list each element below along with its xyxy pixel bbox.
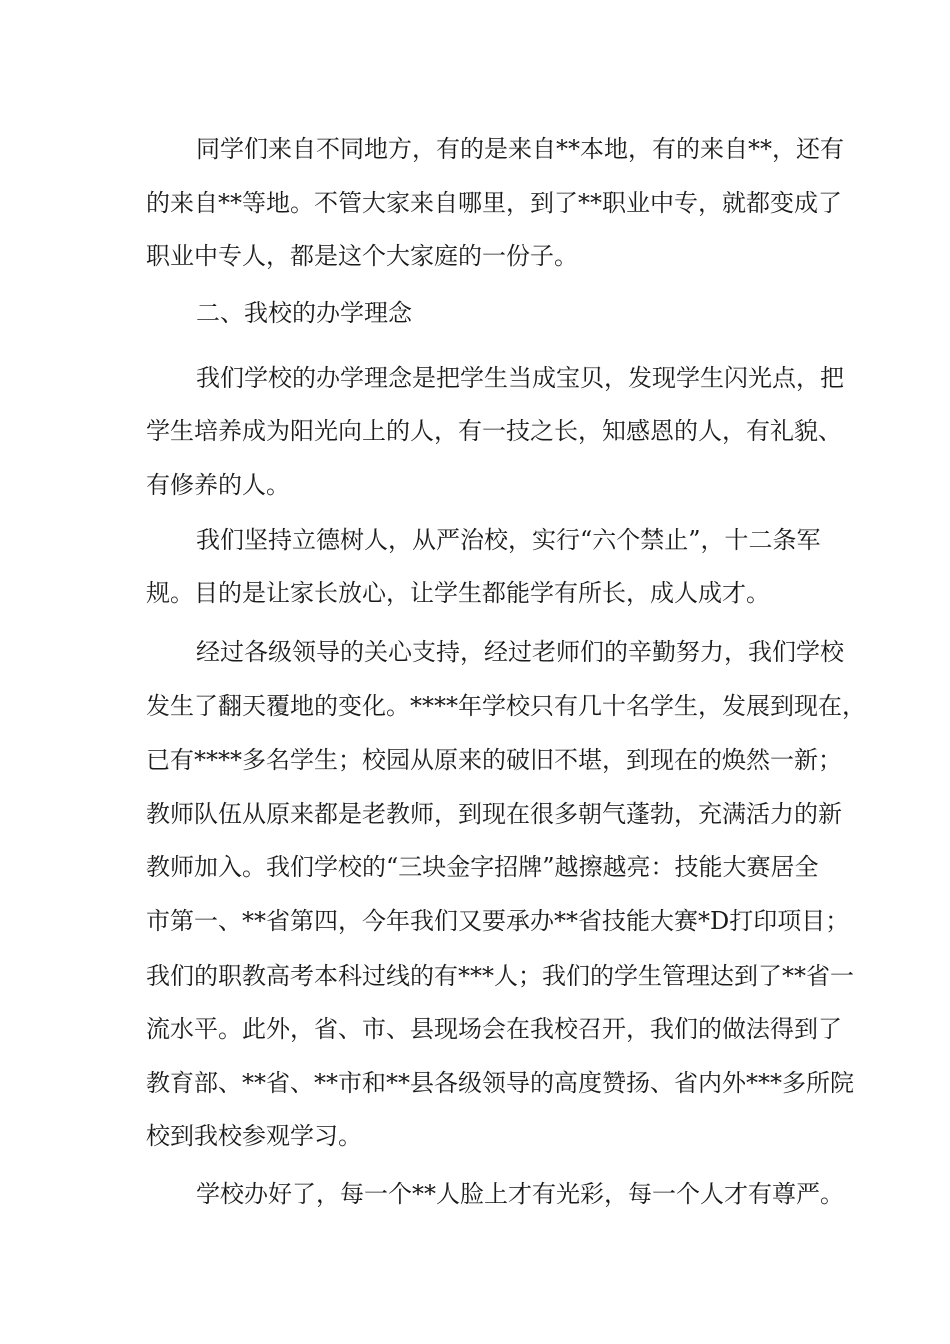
paragraph-line: 发生了翻天覆地的变化。****年学校只有几十名学生，发展到现在， bbox=[146, 692, 866, 720]
paragraph-line: 我们的职教高考本科过线的有***人；我们的学生管理达到了**省一 bbox=[146, 962, 854, 990]
paragraph-line: 经过各级领导的关心支持，经过老师们的辛勤努力，我们学校 bbox=[196, 638, 844, 666]
paragraph-line: 流水平。此外，省、市、县现场会在我校召开，我们的做法得到了 bbox=[146, 1015, 842, 1043]
paragraph-line: 学生培养成为阳光向上的人，有一技之长，知感恩的人，有礼貌、 bbox=[146, 417, 842, 445]
paragraph-line: 学校办好了，每一个**人脸上才有光彩，每一个人才有尊严。 bbox=[196, 1180, 844, 1208]
paragraph-line: 我们学校的办学理念是把学生当成宝贝，发现学生闪光点，把 bbox=[196, 364, 844, 392]
paragraph-line: 校到我校参观学习。 bbox=[146, 1122, 362, 1150]
paragraph-line: 规。目的是让家长放心，让学生都能学有所长，成人成才。 bbox=[146, 579, 770, 607]
paragraph-line: 已有****多名学生；校园从原来的破旧不堪，到现在的焕然一新； bbox=[146, 746, 842, 774]
paragraph-line: 教师加入。我们学校的“三块金字招牌”越擦越亮：技能大赛居全 bbox=[146, 853, 819, 881]
section-heading: 二、我校的办学理念 bbox=[196, 299, 412, 327]
paragraph-line: 教育部、**省、**市和**县各级领导的高度赞扬、省内外***多所院 bbox=[146, 1069, 854, 1097]
paragraph-line: 职业中专人，都是这个大家庭的一份子。 bbox=[146, 242, 578, 270]
paragraph-line: 有修养的人。 bbox=[146, 471, 290, 499]
paragraph-line: 的来自**等地。不管大家来自哪里，到了**职业中专，就都变成了 bbox=[146, 189, 842, 217]
paragraph-line: 市第一、**省第四，今年我们又要承办**省技能大赛*D打印项目； bbox=[146, 907, 850, 935]
paragraph-line: 我们坚持立德树人，从严治校，实行“六个禁止”，十二条军 bbox=[196, 526, 821, 554]
paragraph-line: 同学们来自不同地方，有的是来自**本地，有的来自**，还有 bbox=[196, 135, 844, 163]
paragraph-line: 教师队伍从原来都是老教师，到现在很多朝气蓬勃，充满活力的新 bbox=[146, 800, 842, 828]
